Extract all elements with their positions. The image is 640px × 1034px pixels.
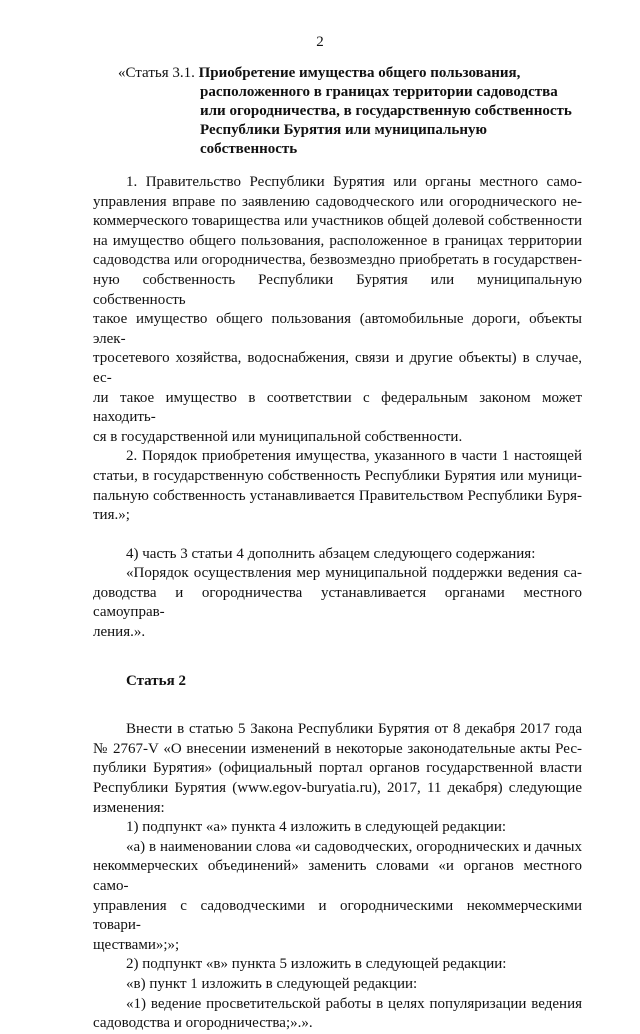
text-line: изменения:	[93, 799, 165, 816]
text-line: такое имущество общего пользования (автомобильные дороги, объекты элек-	[93, 311, 582, 347]
text-line: тросетевого хозяйства, водоснабжения, связи и другие объекты) в случае, ес-	[93, 350, 582, 386]
text-line: управления с садоводческими и огородническими некоммерческими товари-	[93, 897, 582, 934]
text-line: «в) пункт 1 изложить в следующей редакции:	[126, 975, 418, 992]
text-line: тия.»;	[93, 507, 130, 524]
article-3-1-title-line: Республики Бурятия или муниципальную	[200, 122, 487, 138]
text-line: доводства и огородничества устанавливается органами местного самоуправ-	[93, 584, 582, 621]
text-line: садоводства и огородничества;».».	[93, 1015, 313, 1032]
article-3-1-title-line: или огородничества, в государственную собственность	[200, 103, 572, 119]
text-line: 2) подпункт «в» пункта 5 изложить в следующей редакции:	[126, 956, 507, 973]
article-3-1-title-line: Приобретение имущества общего пользования,	[198, 65, 521, 81]
article-3-1-prefix: «Статья 3.1.	[118, 65, 195, 81]
text-line: статьи, в государственную собственность Республики Бурятия или муници-	[93, 467, 582, 484]
text-line: ления.».	[93, 624, 146, 641]
text-line: Республики Бурятия (www.egov-buryatia.ru), 2017, 11 декабря) следующие	[93, 780, 582, 797]
paragraph-2	[93, 447, 582, 525]
text-line: ществами»;»;	[93, 936, 180, 953]
article-3-1-title-line: собственность	[200, 141, 298, 157]
article-3-1-title-line: расположенного в границах территории садоводства	[200, 84, 558, 100]
text-line: ли такое имущество в соответствии с федеральным законом может находить-	[93, 389, 582, 426]
text-line: «1) ведение просветительской работы в целях популяризации ведения	[126, 995, 582, 1012]
text-line: коммерческого товарищества или участников общей долевой собственности	[93, 213, 582, 230]
text-line: публики Бурятия» (официальный портал органов государственной власти	[93, 760, 582, 777]
text-line: садоводства или огородничества, безвозмездно приобретать в государствен-	[93, 252, 582, 269]
subitem-1	[93, 818, 582, 955]
text-line: «Порядок осуществления мер муниципальной поддержки ведения са-	[126, 565, 582, 582]
text-line: № 2767-V «О внесении изменений в некоторые законодательные акты Рес-	[93, 740, 582, 757]
page-number: 2	[316, 34, 324, 50]
text-line: Внести в статью 5 Закона Республики Бурятия от 8 декабря 2017 года	[126, 721, 582, 738]
article-2-heading: Статья 2	[126, 672, 186, 689]
text-line: «а) в наименовании слова «и садоводческих, огороднических и дачных	[126, 838, 582, 855]
text-line: 1) подпункт «а» пункта 4 изложить в следующей редакции:	[126, 819, 507, 836]
article-3-1-title	[118, 64, 588, 159]
text-line: ную собственность Республики Бурятия или муниципальную собственность	[93, 271, 582, 308]
text-line: 2. Порядок приобретения имущества, указанного в части 1 настоящей	[126, 448, 582, 465]
subitem-2	[93, 955, 582, 1033]
text-line: на имущество общего пользования, расположенное в границах территории	[93, 232, 582, 249]
spacer	[93, 691, 582, 720]
spacer	[93, 526, 582, 545]
text-line: управления вправе по заявлению садоводческого или огороднического не-	[93, 193, 582, 210]
article-2-intro	[93, 720, 582, 818]
item-4	[93, 545, 582, 643]
text-line: 4) часть 3 статьи 4 дополнить абзацем следующего содержания:	[126, 545, 536, 562]
text-line: 1. Правительство Республики Бурятия или органы местного само-	[126, 174, 582, 190]
text-line: ся в государственной или муниципальной собственности.	[93, 428, 463, 445]
paragraph-1	[93, 173, 582, 447]
text-line: некоммерческих объединений» заменить словами «и органов местного само-	[93, 858, 582, 894]
text-line: пальную собственность устанавливается Правительством Республики Буря-	[93, 487, 582, 504]
spacer	[93, 643, 582, 672]
